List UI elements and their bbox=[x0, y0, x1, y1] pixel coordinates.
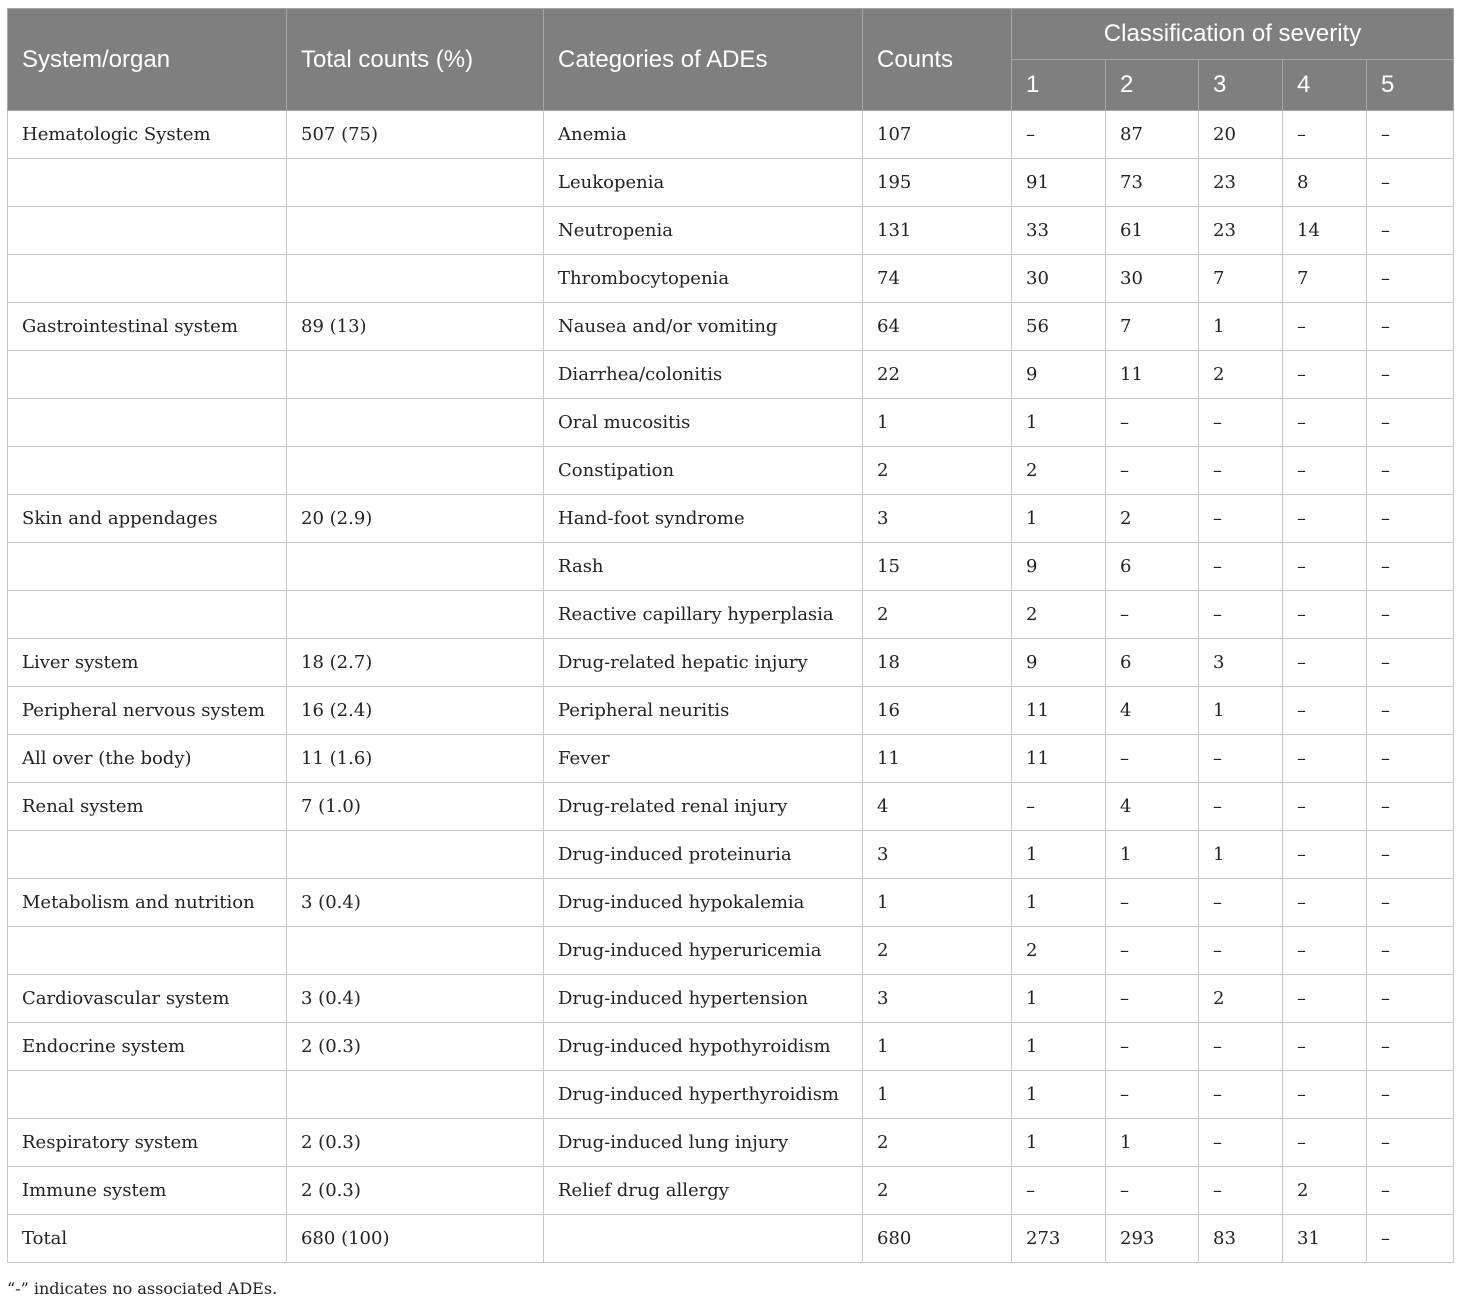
cell-system-organ: Liver system bbox=[8, 639, 287, 687]
cell-severity-4: – bbox=[1283, 1119, 1367, 1167]
cell-severity-2: – bbox=[1106, 591, 1199, 639]
cell-total-counts: 2 (0.3) bbox=[287, 1167, 544, 1215]
cell-category: Drug-induced proteinuria bbox=[544, 831, 863, 879]
cell-severity-5: – bbox=[1367, 399, 1454, 447]
cell-severity-2: 4 bbox=[1106, 687, 1199, 735]
table-row bbox=[8, 399, 1454, 447]
cell-counts: 64 bbox=[863, 303, 1012, 351]
cell-severity-1: 1 bbox=[1012, 495, 1106, 543]
cell-severity-3: 1 bbox=[1199, 831, 1283, 879]
cell-total-counts bbox=[287, 399, 544, 447]
header-categories: Categories of ADEs bbox=[544, 9, 863, 111]
cell-total-counts bbox=[287, 543, 544, 591]
cell-system-organ bbox=[8, 399, 287, 447]
table-row bbox=[8, 207, 1454, 255]
cell-severity-3: – bbox=[1199, 399, 1283, 447]
cell-category: Anemia bbox=[544, 111, 863, 159]
cell-severity-3: 3 bbox=[1199, 639, 1283, 687]
cell-severity-1: 56 bbox=[1012, 303, 1106, 351]
cell-severity-5: – bbox=[1367, 927, 1454, 975]
cell-severity-1: 33 bbox=[1012, 207, 1106, 255]
cell-severity-2: – bbox=[1106, 1023, 1199, 1071]
cell-severity-4: – bbox=[1283, 687, 1367, 735]
cell-severity-2: 30 bbox=[1106, 255, 1199, 303]
table-row bbox=[8, 735, 1454, 783]
header-severity-group: Classification of severity bbox=[1012, 9, 1454, 60]
cell-severity-1: 1 bbox=[1012, 975, 1106, 1023]
cell-category: Drug-induced lung injury bbox=[544, 1119, 863, 1167]
cell-severity-1: 91 bbox=[1012, 159, 1106, 207]
cell-severity-2: – bbox=[1106, 447, 1199, 495]
cell-system-organ: Renal system bbox=[8, 783, 287, 831]
cell-total-counts: 2 (0.3) bbox=[287, 1119, 544, 1167]
cell-category: Nausea and/or vomiting bbox=[544, 303, 863, 351]
cell-severity-4: – bbox=[1283, 975, 1367, 1023]
cell-severity-1: – bbox=[1012, 1167, 1106, 1215]
cell-counts: 680 bbox=[863, 1215, 1012, 1263]
cell-severity-2: – bbox=[1106, 927, 1199, 975]
cell-severity-4: – bbox=[1283, 927, 1367, 975]
cell-category: Reactive capillary hyperplasia bbox=[544, 591, 863, 639]
cell-severity-3: – bbox=[1199, 495, 1283, 543]
header-severity-4: 4 bbox=[1283, 60, 1367, 111]
table-row bbox=[8, 783, 1454, 831]
cell-severity-1: 2 bbox=[1012, 927, 1106, 975]
cell-severity-3: 1 bbox=[1199, 687, 1283, 735]
cell-severity-1: 1 bbox=[1012, 399, 1106, 447]
table-row bbox=[8, 1215, 1454, 1263]
cell-severity-2: 73 bbox=[1106, 159, 1199, 207]
cell-severity-5: – bbox=[1367, 1167, 1454, 1215]
cell-category bbox=[544, 1215, 863, 1263]
cell-severity-2: – bbox=[1106, 879, 1199, 927]
cell-system-organ: Hematologic System bbox=[8, 111, 287, 159]
cell-category: Drug-induced hypothyroidism bbox=[544, 1023, 863, 1071]
table-row bbox=[8, 159, 1454, 207]
cell-severity-1: – bbox=[1012, 111, 1106, 159]
cell-severity-3: – bbox=[1199, 1071, 1283, 1119]
table-row bbox=[8, 927, 1454, 975]
cell-category: Constipation bbox=[544, 447, 863, 495]
cell-counts: 1 bbox=[863, 1071, 1012, 1119]
cell-counts: 2 bbox=[863, 1167, 1012, 1215]
cell-severity-3: 7 bbox=[1199, 255, 1283, 303]
cell-severity-5: – bbox=[1367, 495, 1454, 543]
cell-total-counts: 3 (0.4) bbox=[287, 975, 544, 1023]
cell-system-organ bbox=[8, 831, 287, 879]
cell-severity-5: – bbox=[1367, 1023, 1454, 1071]
cell-system-organ: Gastrointestinal system bbox=[8, 303, 287, 351]
cell-counts: 195 bbox=[863, 159, 1012, 207]
cell-severity-1: 1 bbox=[1012, 1119, 1106, 1167]
table-row bbox=[8, 879, 1454, 927]
cell-counts: 107 bbox=[863, 111, 1012, 159]
table-row bbox=[8, 687, 1454, 735]
cell-category: Hand-foot syndrome bbox=[544, 495, 863, 543]
cell-severity-1: 1 bbox=[1012, 1071, 1106, 1119]
cell-system-organ: All over (the body) bbox=[8, 735, 287, 783]
cell-severity-2: 61 bbox=[1106, 207, 1199, 255]
cell-counts: 3 bbox=[863, 831, 1012, 879]
header-total-counts: Total counts (%) bbox=[287, 9, 544, 111]
cell-system-organ: Cardiovascular system bbox=[8, 975, 287, 1023]
cell-severity-5: – bbox=[1367, 735, 1454, 783]
cell-severity-4: – bbox=[1283, 447, 1367, 495]
table-row bbox=[8, 1071, 1454, 1119]
cell-severity-4: 2 bbox=[1283, 1167, 1367, 1215]
table-footnote: “-” indicates no associated ADEs. bbox=[7, 1279, 278, 1298]
cell-category: Drug-related renal injury bbox=[544, 783, 863, 831]
table-row bbox=[8, 591, 1454, 639]
cell-system-organ: Immune system bbox=[8, 1167, 287, 1215]
cell-severity-2: 7 bbox=[1106, 303, 1199, 351]
cell-severity-3: – bbox=[1199, 879, 1283, 927]
cell-counts: 2 bbox=[863, 447, 1012, 495]
table-row bbox=[8, 495, 1454, 543]
cell-system-organ: Total bbox=[8, 1215, 287, 1263]
table-row bbox=[8, 1119, 1454, 1167]
cell-system-organ bbox=[8, 255, 287, 303]
table-body bbox=[8, 111, 1454, 1263]
cell-severity-1: 1 bbox=[1012, 879, 1106, 927]
cell-severity-2: – bbox=[1106, 975, 1199, 1023]
cell-system-organ: Metabolism and nutrition bbox=[8, 879, 287, 927]
cell-counts: 74 bbox=[863, 255, 1012, 303]
cell-severity-4: – bbox=[1283, 543, 1367, 591]
cell-counts: 4 bbox=[863, 783, 1012, 831]
cell-total-counts bbox=[287, 591, 544, 639]
table-row bbox=[8, 1167, 1454, 1215]
cell-total-counts: 7 (1.0) bbox=[287, 783, 544, 831]
cell-category: Drug-induced hypokalemia bbox=[544, 879, 863, 927]
cell-severity-2: 1 bbox=[1106, 831, 1199, 879]
cell-total-counts bbox=[287, 159, 544, 207]
cell-counts: 2 bbox=[863, 927, 1012, 975]
cell-total-counts: 16 (2.4) bbox=[287, 687, 544, 735]
header-severity-3: 3 bbox=[1199, 60, 1283, 111]
cell-counts: 3 bbox=[863, 975, 1012, 1023]
cell-severity-1: 273 bbox=[1012, 1215, 1106, 1263]
cell-total-counts bbox=[287, 351, 544, 399]
cell-category: Fever bbox=[544, 735, 863, 783]
cell-severity-4: – bbox=[1283, 831, 1367, 879]
cell-system-organ bbox=[8, 207, 287, 255]
cell-total-counts bbox=[287, 831, 544, 879]
cell-severity-5: – bbox=[1367, 1215, 1454, 1263]
cell-severity-2: – bbox=[1106, 399, 1199, 447]
ade-table-container bbox=[7, 8, 1453, 1263]
cell-total-counts bbox=[287, 207, 544, 255]
cell-severity-5: – bbox=[1367, 879, 1454, 927]
cell-counts: 2 bbox=[863, 1119, 1012, 1167]
cell-severity-2: 6 bbox=[1106, 639, 1199, 687]
cell-category: Drug-induced hypertension bbox=[544, 975, 863, 1023]
cell-severity-5: – bbox=[1367, 111, 1454, 159]
cell-severity-2: 293 bbox=[1106, 1215, 1199, 1263]
cell-total-counts: 89 (13) bbox=[287, 303, 544, 351]
table-row bbox=[8, 447, 1454, 495]
cell-severity-1: 2 bbox=[1012, 591, 1106, 639]
cell-severity-4: – bbox=[1283, 303, 1367, 351]
cell-severity-1: 11 bbox=[1012, 735, 1106, 783]
cell-severity-4: – bbox=[1283, 639, 1367, 687]
cell-severity-3: – bbox=[1199, 543, 1283, 591]
table-row bbox=[8, 543, 1454, 591]
table-row bbox=[8, 831, 1454, 879]
cell-severity-3: – bbox=[1199, 1119, 1283, 1167]
cell-severity-5: – bbox=[1367, 639, 1454, 687]
cell-counts: 1 bbox=[863, 1023, 1012, 1071]
cell-severity-3: – bbox=[1199, 591, 1283, 639]
cell-severity-4: – bbox=[1283, 1071, 1367, 1119]
cell-system-organ bbox=[8, 591, 287, 639]
cell-category: Drug-induced hyperuricemia bbox=[544, 927, 863, 975]
cell-severity-5: – bbox=[1367, 975, 1454, 1023]
cell-total-counts: 3 (0.4) bbox=[287, 879, 544, 927]
cell-severity-3: 2 bbox=[1199, 351, 1283, 399]
cell-category: Leukopenia bbox=[544, 159, 863, 207]
cell-severity-4: – bbox=[1283, 495, 1367, 543]
cell-severity-3: – bbox=[1199, 735, 1283, 783]
cell-severity-3: – bbox=[1199, 1023, 1283, 1071]
cell-system-organ bbox=[8, 159, 287, 207]
cell-severity-3: 23 bbox=[1199, 207, 1283, 255]
cell-severity-5: – bbox=[1367, 255, 1454, 303]
cell-category: Thrombocytopenia bbox=[544, 255, 863, 303]
cell-severity-1: 9 bbox=[1012, 351, 1106, 399]
cell-severity-1: 1 bbox=[1012, 831, 1106, 879]
cell-severity-5: – bbox=[1367, 1119, 1454, 1167]
cell-total-counts: 20 (2.9) bbox=[287, 495, 544, 543]
cell-system-organ: Skin and appendages bbox=[8, 495, 287, 543]
cell-severity-4: – bbox=[1283, 783, 1367, 831]
cell-severity-2: 6 bbox=[1106, 543, 1199, 591]
cell-severity-2: – bbox=[1106, 1167, 1199, 1215]
cell-total-counts: 507 (75) bbox=[287, 111, 544, 159]
cell-counts: 2 bbox=[863, 591, 1012, 639]
cell-counts: 22 bbox=[863, 351, 1012, 399]
table-row bbox=[8, 111, 1454, 159]
cell-severity-4: – bbox=[1283, 591, 1367, 639]
cell-category: Rash bbox=[544, 543, 863, 591]
table-row bbox=[8, 1023, 1454, 1071]
cell-severity-2: – bbox=[1106, 1071, 1199, 1119]
cell-category: Diarrhea/colonitis bbox=[544, 351, 863, 399]
cell-severity-5: – bbox=[1367, 687, 1454, 735]
cell-severity-4: 8 bbox=[1283, 159, 1367, 207]
cell-severity-1: 30 bbox=[1012, 255, 1106, 303]
cell-severity-5: – bbox=[1367, 543, 1454, 591]
cell-severity-4: 31 bbox=[1283, 1215, 1367, 1263]
cell-severity-4: – bbox=[1283, 111, 1367, 159]
cell-counts: 1 bbox=[863, 399, 1012, 447]
cell-severity-3: – bbox=[1199, 1167, 1283, 1215]
cell-total-counts bbox=[287, 1071, 544, 1119]
header-severity-2: 2 bbox=[1106, 60, 1199, 111]
cell-system-organ bbox=[8, 447, 287, 495]
cell-severity-3: – bbox=[1199, 447, 1283, 495]
cell-severity-5: – bbox=[1367, 591, 1454, 639]
cell-counts: 131 bbox=[863, 207, 1012, 255]
cell-severity-2: 2 bbox=[1106, 495, 1199, 543]
cell-severity-1: 11 bbox=[1012, 687, 1106, 735]
cell-severity-5: – bbox=[1367, 351, 1454, 399]
cell-severity-2: 11 bbox=[1106, 351, 1199, 399]
cell-severity-4: 7 bbox=[1283, 255, 1367, 303]
table-header bbox=[8, 9, 1454, 111]
cell-severity-2: 87 bbox=[1106, 111, 1199, 159]
cell-system-organ: Endocrine system bbox=[8, 1023, 287, 1071]
cell-severity-3: 20 bbox=[1199, 111, 1283, 159]
cell-severity-3: – bbox=[1199, 927, 1283, 975]
cell-total-counts bbox=[287, 927, 544, 975]
ade-table bbox=[7, 8, 1454, 1263]
table-row bbox=[8, 639, 1454, 687]
cell-category: Relief drug allergy bbox=[544, 1167, 863, 1215]
cell-severity-5: – bbox=[1367, 207, 1454, 255]
cell-severity-1: 9 bbox=[1012, 543, 1106, 591]
cell-category: Neutropenia bbox=[544, 207, 863, 255]
cell-severity-3: 1 bbox=[1199, 303, 1283, 351]
table-row bbox=[8, 303, 1454, 351]
cell-severity-2: 1 bbox=[1106, 1119, 1199, 1167]
cell-severity-5: – bbox=[1367, 1071, 1454, 1119]
cell-severity-2: 4 bbox=[1106, 783, 1199, 831]
cell-counts: 3 bbox=[863, 495, 1012, 543]
cell-total-counts bbox=[287, 255, 544, 303]
cell-category: Drug-related hepatic injury bbox=[544, 639, 863, 687]
cell-severity-2: – bbox=[1106, 735, 1199, 783]
header-system-organ: System/organ bbox=[8, 9, 287, 111]
cell-severity-3: 23 bbox=[1199, 159, 1283, 207]
cell-counts: 16 bbox=[863, 687, 1012, 735]
cell-severity-5: – bbox=[1367, 303, 1454, 351]
cell-total-counts: 680 (100) bbox=[287, 1215, 544, 1263]
table-row bbox=[8, 255, 1454, 303]
cell-total-counts: 2 (0.3) bbox=[287, 1023, 544, 1071]
cell-severity-4: 14 bbox=[1283, 207, 1367, 255]
header-severity-5: 5 bbox=[1367, 60, 1454, 111]
cell-total-counts: 11 (1.6) bbox=[287, 735, 544, 783]
cell-category: Drug-induced hyperthyroidism bbox=[544, 1071, 863, 1119]
cell-system-organ: Respiratory system bbox=[8, 1119, 287, 1167]
cell-severity-1: 1 bbox=[1012, 1023, 1106, 1071]
cell-severity-1: 9 bbox=[1012, 639, 1106, 687]
cell-severity-3: 83 bbox=[1199, 1215, 1283, 1263]
cell-severity-4: – bbox=[1283, 879, 1367, 927]
cell-counts: 18 bbox=[863, 639, 1012, 687]
cell-system-organ: Peripheral nervous system bbox=[8, 687, 287, 735]
table-row bbox=[8, 975, 1454, 1023]
cell-severity-5: – bbox=[1367, 831, 1454, 879]
header-severity-1: 1 bbox=[1012, 60, 1106, 111]
cell-severity-1: 2 bbox=[1012, 447, 1106, 495]
cell-severity-4: – bbox=[1283, 399, 1367, 447]
cell-severity-1: – bbox=[1012, 783, 1106, 831]
cell-severity-4: – bbox=[1283, 351, 1367, 399]
cell-severity-5: – bbox=[1367, 447, 1454, 495]
cell-severity-5: – bbox=[1367, 783, 1454, 831]
cell-category: Peripheral neuritis bbox=[544, 687, 863, 735]
cell-category: Oral mucositis bbox=[544, 399, 863, 447]
header-counts: Counts bbox=[863, 9, 1012, 111]
cell-severity-4: – bbox=[1283, 735, 1367, 783]
cell-total-counts: 18 (2.7) bbox=[287, 639, 544, 687]
cell-severity-3: 2 bbox=[1199, 975, 1283, 1023]
cell-system-organ bbox=[8, 351, 287, 399]
cell-counts: 11 bbox=[863, 735, 1012, 783]
table-row bbox=[8, 351, 1454, 399]
cell-severity-3: – bbox=[1199, 783, 1283, 831]
cell-counts: 15 bbox=[863, 543, 1012, 591]
cell-system-organ bbox=[8, 543, 287, 591]
cell-system-organ bbox=[8, 927, 287, 975]
cell-total-counts bbox=[287, 447, 544, 495]
cell-system-organ bbox=[8, 1071, 287, 1119]
cell-counts: 1 bbox=[863, 879, 1012, 927]
cell-severity-5: – bbox=[1367, 159, 1454, 207]
cell-severity-4: – bbox=[1283, 1023, 1367, 1071]
